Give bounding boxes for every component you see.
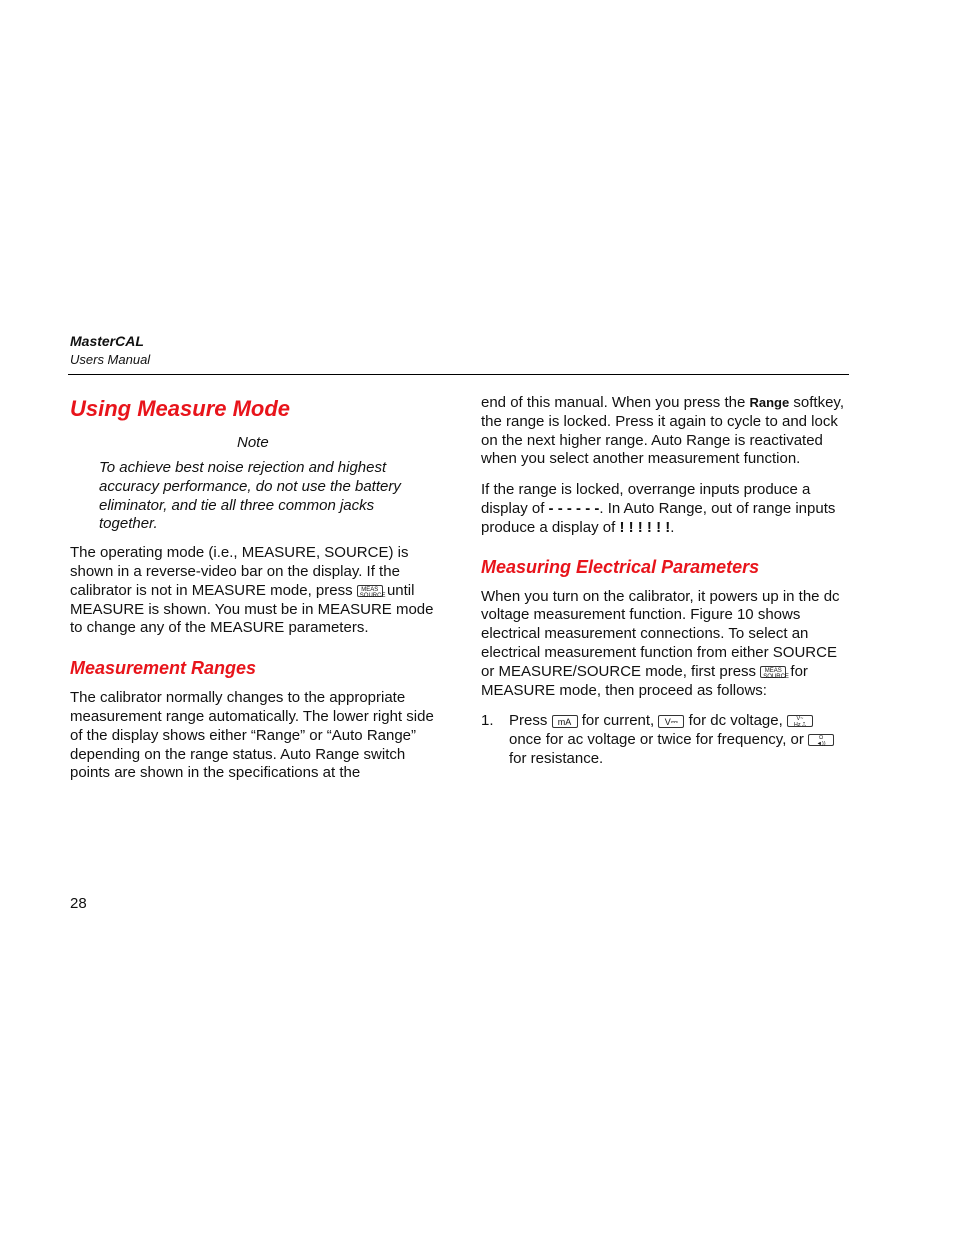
paragraph-electrical: When you turn on the calibrator, it powers up in the dc voltage measurement function. Figure 10 shows electrical measurement connections. To select an electrical measurement function from either SOURCE or MEASURE/SOURCE mode, first press MEAS SOURCE for MEASURE mode, then proceed as follows: — [481, 587, 840, 699]
vdc-key-icon: V⎓ — [658, 715, 684, 728]
right-column — [481, 394, 849, 769]
paragraph-operating-mode — [70, 544, 438, 638]
range-softkey-label: Range — [749, 395, 790, 410]
step-1: 1. Press mA for current, V⎓ for dc voltage, V~ Hz ⎍ once for ac voltage or twice for frequency, or Ω ◄)) for resistance. — [481, 712, 849, 768]
header-product: MasterCAL — [70, 333, 144, 349]
section-title: Using Measure Mode — [70, 396, 291, 421]
ma-key-icon: mA — [552, 715, 578, 728]
operating-mode-text-b: until MEASURE is shown. You must be in MEASURE mode to change any of the MEASURE parameters. — [70, 581, 434, 637]
subsection-electrical-parameters: Measuring Electrical Parameters — [481, 556, 760, 577]
overrange-bangs: ! ! ! ! ! ! — [619, 518, 671, 536]
note-label: Note — [237, 434, 269, 451]
step-number: 1. — [481, 712, 494, 730]
meas-source-key-icon: MEAS SOURCE — [357, 585, 383, 597]
ohm-continuity-key-icon: Ω ◄)) — [808, 734, 834, 746]
header-rule — [68, 374, 849, 375]
paragraph-range-softkey: end of this manual. When you press the Range softkey, the range is locked. Press it again to cycle to and lock on the next higher range. Auto Range is reactivated when you select another measurement function. — [481, 394, 844, 468]
meas-source-key-icon-2: MEAS SOURCE — [760, 666, 786, 678]
note-text: To achieve best noise rejection and highest accuracy performance, do not use the battery eliminator, and tie all three common jacks together. — [99, 459, 401, 533]
header-doc: Users Manual — [70, 352, 151, 367]
page-number: 28 — [70, 895, 87, 912]
operating-mode-text-a: The operating mode (i.e., MEASURE, SOURCE) is shown in a reverse-video bar on the display. If the calibrator is not in MEASURE mode, press — [70, 544, 409, 599]
vac-hz-key-icon: V~ Hz ⎍ — [787, 715, 813, 727]
paragraph-ranges: The calibrator normally changes to the appropriate measurement range automatically. The lower right side of the display shows either “Range” or “Auto Range” depending on the range status. Auto Range switch points are shown in the specifications at the — [70, 689, 434, 782]
paragraph-overrange: If the range is locked, overrange inputs produce a display of - - - - - -. In Auto Range, out of range inputs produce a display of ! ! ! ! ! !. — [481, 481, 836, 536]
overrange-dashes: - - - - - - — [548, 499, 600, 517]
left-column — [70, 396, 438, 783]
subsection-measurement-ranges: Measurement Ranges — [70, 658, 257, 679]
